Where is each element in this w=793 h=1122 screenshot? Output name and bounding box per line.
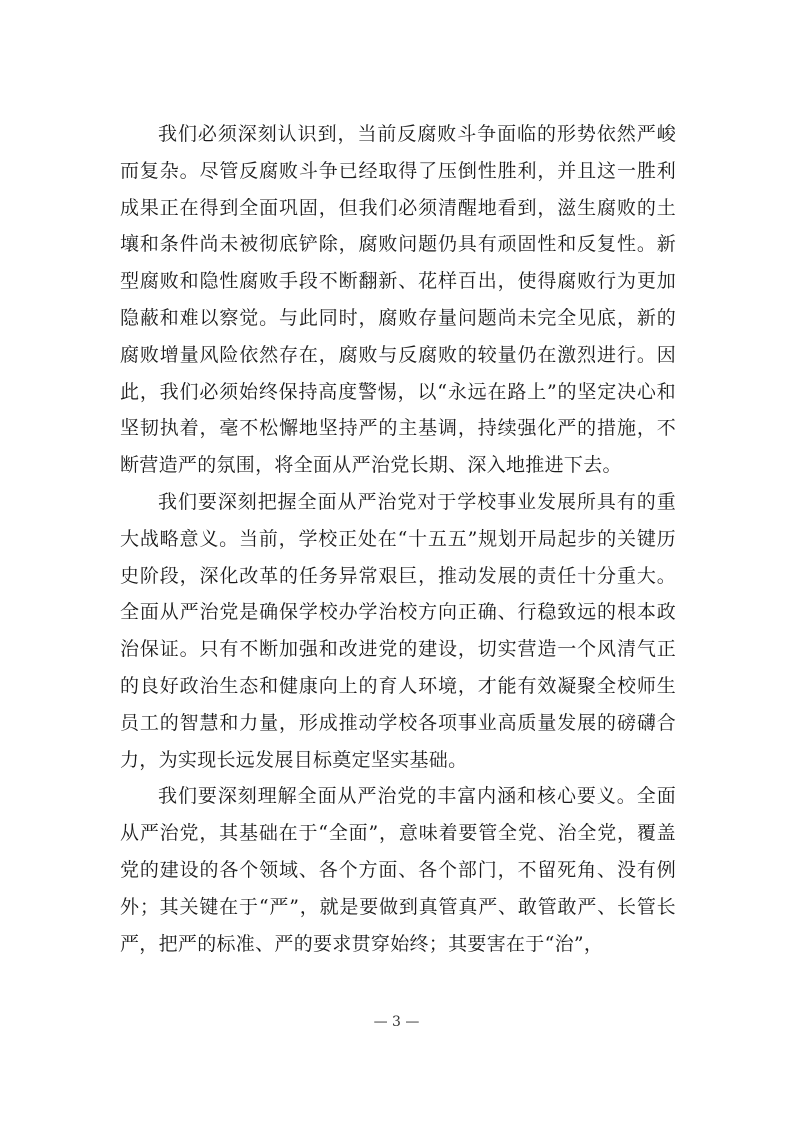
body-text <box>120 116 676 962</box>
paragraph-1: 我们必须深刻认识到，当前反腐败斗争面临的形势依然严峻而复杂。尽管反腐败斗争已经取得了压倒性胜利，并且这一胜利成果正在得到全面巩固，但我们必须清醒地看到，滋生腐败的土壤和条件尚未被彻底铲除，腐败问题仍具有顽固性和反复性。新型腐败和隐性腐败手段不断翻新、花样百出，使得腐败行为更加隐蔽和难以察觉。与此同时，腐败存量问题尚未完全见底，新的腐败增量风险依然存在，腐败与反腐败的较量仍在激烈进行。因此，我们必须始终保持高度警惕，以“永远在路上”的坚定决心和坚韧执着，毫不松懈地坚持严的主基调，持续强化严的措施，不断营造严的氛围，将全面从严治党长期、深入地推进下去。 <box>120 123 676 477</box>
paragraph-3: 我们要深刻理解全面从严治党的丰富内涵和核心要义。全面从严治党，其基础在于“全面”，意味着要管全党、治全党，覆盖党的建设的各个领域、各个方面、各个部门，不留死角、没有例外；其关键在于“严”，就是要做到真管真严、敢管敢严、长管长严，把严的标准、严的要求贯穿始终；其要害在于“治”， <box>120 785 676 955</box>
page-number: — 3 — <box>373 1014 420 1030</box>
paragraph-2: 我们要深刻把握全面从严治党对于学校事业发展所具有的重大战略意义。当前，学校正处在“十五五”规划开局起步的关键历史阶段，深化改革的任务异常艰巨，推动发展的责任十分重大。全面从严治党是确保学校办学治校方向正确、行稳致远的根本政治保证。只有不断加强和改进党的建设，切实营造一个风清气正的良好政治生态和健康向上的育人环境，才能有效凝聚全校师生员工的智慧和力量，形成推动学校各项事业高质量发展的磅礴合力，为实现长远发展目标奠定坚实基础。 <box>120 490 676 771</box>
